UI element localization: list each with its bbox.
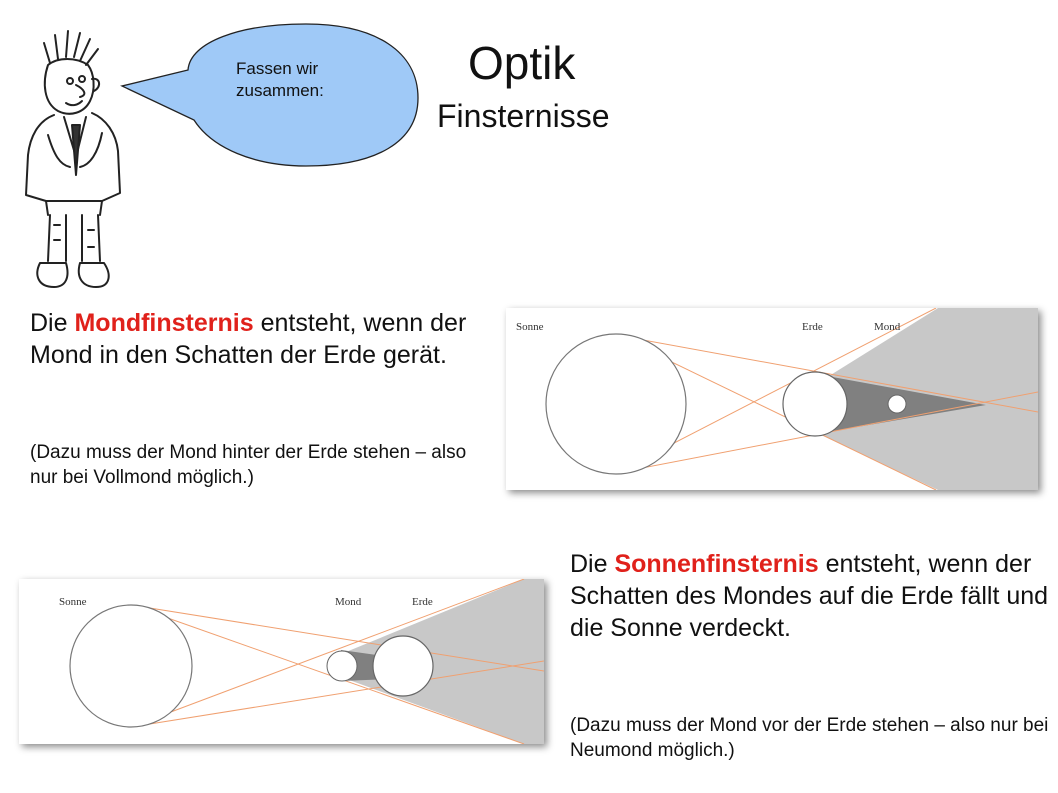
solar-eclipse-svg [19, 579, 544, 744]
page-title: Optik [468, 37, 576, 89]
solar-moon-circle [327, 651, 357, 681]
solar-eclipse-term: Sonnenfinsternis [614, 550, 819, 578]
solar-label-moon: Mond [335, 596, 362, 608]
solar-label-earth: Erde [412, 596, 433, 608]
lunar-sun-circle [546, 334, 686, 474]
lunar-label-sun: Sonne [516, 321, 544, 333]
lunar-label-earth: Erde [802, 321, 823, 333]
solar-sun-circle [70, 605, 192, 727]
lunar-label-moon: Mond [874, 321, 901, 333]
lunar-eclipse-note: (Dazu muss der Mond hinter der Erde stehen – also nur bei Vollmond möglich.) [30, 442, 467, 488]
solar-eclipse-diagram [19, 579, 544, 744]
lunar-text-after: entsteht, wenn der Mond in den Schatten der Erde gerät. [30, 309, 467, 369]
page-subtitle: Finsternisse [437, 98, 610, 134]
solar-eclipse-description [570, 548, 1050, 644]
speech-bubble-text [236, 58, 376, 102]
solar-earth-circle [373, 636, 433, 696]
solar-text-before: Die [570, 550, 615, 578]
lunar-moon-circle [888, 395, 906, 413]
solar-text-after: entsteht, wenn der Schatten des Mondes auf die Erde fällt und die Sonne verdeckt. [570, 550, 1049, 642]
lunar-eclipse-svg [506, 308, 1038, 490]
speech-bubble-line-2: zusammen: [236, 81, 324, 100]
speech-bubble-line-1: Fassen wir [236, 59, 319, 78]
lunar-eclipse-diagram [506, 308, 1038, 490]
lunar-eclipse-term: Mondfinsternis [74, 309, 254, 337]
lunar-earth-circle [783, 372, 847, 436]
lunar-text-before: Die [30, 309, 75, 337]
solar-eclipse-note: (Dazu muss der Mond vor der Erde stehen – also nur bei Neumond möglich.) [570, 715, 1049, 761]
solar-label-sun: Sonne [59, 596, 87, 608]
lunar-eclipse-description [30, 307, 490, 371]
